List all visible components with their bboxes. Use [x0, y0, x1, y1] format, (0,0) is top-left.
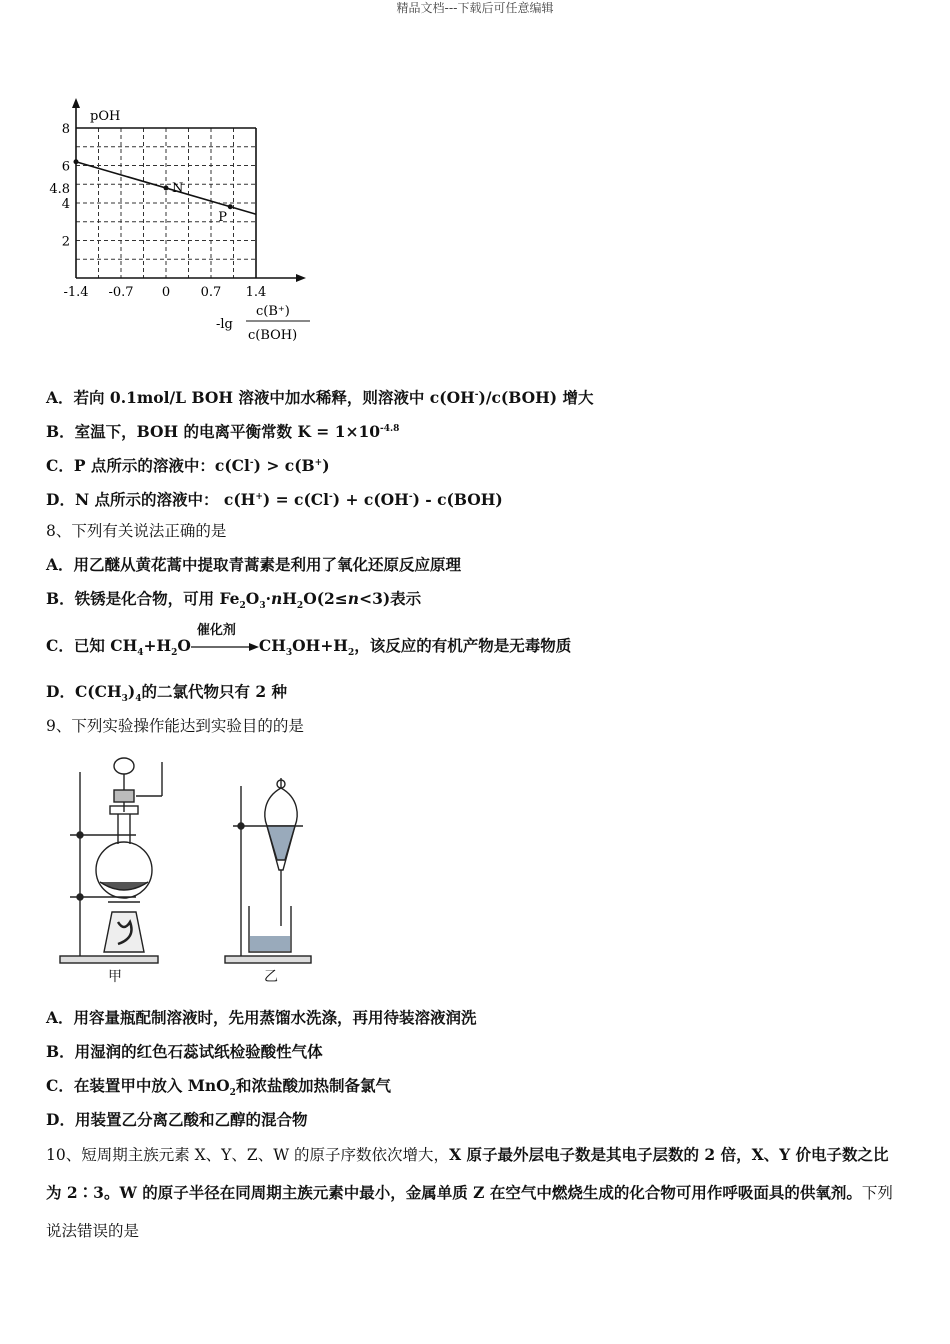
apparatus-yi: [223, 776, 323, 966]
apparatus-jia: [52, 752, 182, 967]
apparatus-jia-caption: 甲: [108, 969, 122, 985]
x-axis-label-prefix: -lg: [216, 317, 233, 332]
x-tick-label: 1.4: [245, 285, 267, 300]
q7-option-b: B．室温下，BOH 的电离平衡常数 $K = 1\times 10^{-4.8}$: [46, 422, 400, 442]
catalyst-arrow: [191, 623, 259, 657]
series-start-point: [74, 159, 79, 164]
x-tick-label: -1.4: [63, 285, 89, 300]
q8-option-c: C．已知 $CH_4+H_2O$ 催化剂 $CH_3OH+H_2$，该反应的有机产物是无毒物质: [46, 623, 572, 659]
y-tick-label: 4: [61, 197, 70, 212]
q9-option-b: B．用湿润的红色石蕊试纸检验酸性气体: [46, 1042, 323, 1061]
poh-chart: [40, 96, 340, 346]
data-point: [228, 204, 233, 209]
q9-option-c: C．在装置甲中放入 MnO$_2$和浓盐酸加热制备氯气: [46, 1076, 391, 1099]
q8-stem: 8、下列有关说法正确的是: [46, 522, 227, 540]
x-tick-label: 0: [161, 285, 171, 300]
y-axis-arrow-icon: [72, 98, 80, 108]
q7-option-a: A．若向 0.1mol/L BOH 溶液中加水稀释，则溶液中 c(OH-)/c(BOH) 增大: [46, 388, 594, 408]
q9-option-d: D．用装置乙分离乙酸和乙醇的混合物: [46, 1110, 308, 1129]
y-tick-label: 4.8: [49, 182, 70, 197]
y-tick-label: 2: [61, 234, 70, 250]
x-axis-label-numerator: c(B⁺): [256, 304, 290, 319]
q7-option-d: D．N 点所示的溶液中： c(H+) = c(Cl-) + c(OH-) - c(BOH): [46, 490, 503, 510]
page-header: 精品文档---下载后可任意编辑: [396, 1, 554, 15]
q8-option-a: A．用乙醚从黄花蒿中提取青蒿素是利用了氧化还原反应原理: [46, 555, 462, 574]
y-axis-label: pOH: [90, 109, 121, 124]
x-axis-arrow-icon: [296, 274, 306, 282]
y-tick-label: 6: [61, 159, 70, 175]
q8-option-d: D．$C(CH_3)_4$的二氯代物只有 2 种: [46, 682, 288, 705]
y-tick-label: 8: [61, 122, 70, 137]
x-axis-label-denominator: c(BOH): [248, 328, 298, 343]
x-tick-label: 0.7: [200, 285, 222, 300]
catalyst-label: 催化剂: [196, 623, 236, 638]
apparatus-yi-caption: 乙: [264, 969, 278, 985]
x-tick-label: -0.7: [108, 285, 134, 300]
data-point-label: P: [218, 209, 228, 225]
q9-option-a: A．用容量瓶配制溶液时，先用蒸馏水洗涤，再用待装溶液润洗: [46, 1008, 477, 1027]
data-point: [164, 186, 169, 191]
q7-option-c: C．P 点所示的溶液中：c(Cl-) > c(B+): [46, 456, 330, 476]
q8-option-b: B．铁锈是化合物，可用 $Fe_2O_3\cdot nH_2O(2\le n<3)$表示: [46, 589, 422, 612]
data-point-label: N: [172, 181, 184, 196]
q9-stem: 9、下列实验操作能达到实验目的的是: [46, 717, 304, 735]
q10-stem: 10、短周期主族元素 X、Y、Z、W 的原子序数依次增大，X 原子最外层电子数是其电子层数的 2 倍，X、Y 价电子数之比为 2∶3。W 的原子半径在同周期主族元素中最小，金属单质 Z 在空气中燃烧生成的化合物可用作呼吸面具的供氧剂。下列说法错误的是: [46, 1145, 893, 1240]
